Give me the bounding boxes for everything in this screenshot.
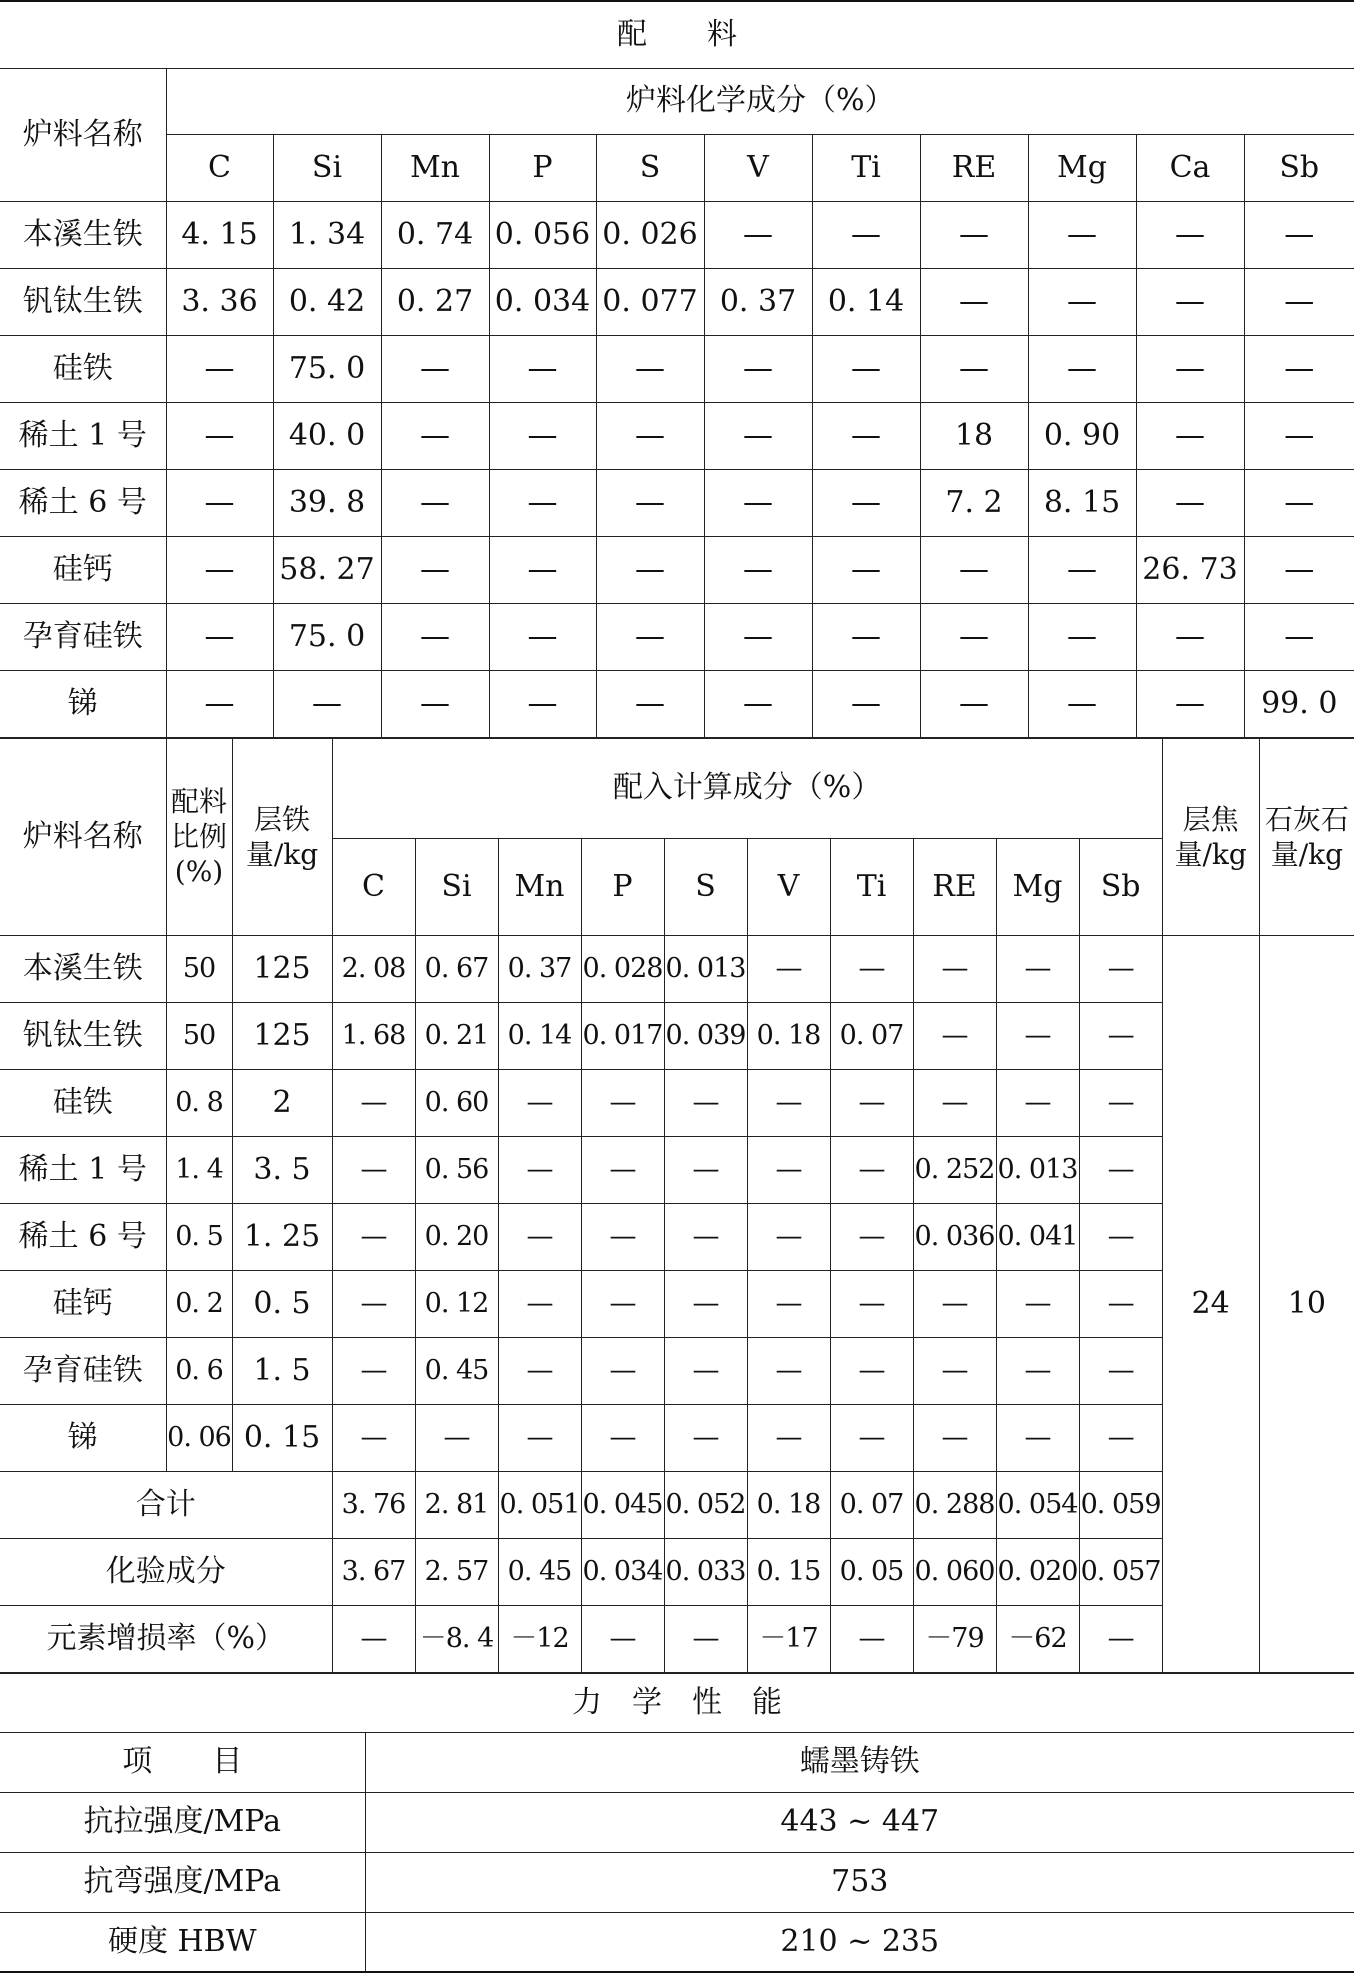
calc-value-cell: 0. 017 bbox=[581, 1002, 664, 1069]
table-row bbox=[0, 1270, 1354, 1337]
calc-value-cell: — bbox=[913, 1404, 996, 1471]
element-header: Sb bbox=[1244, 134, 1354, 201]
calc-value-cell: — bbox=[498, 1270, 581, 1337]
composition-value-cell: — bbox=[704, 335, 812, 402]
composition-value-cell: — bbox=[812, 402, 920, 469]
composition-value-cell: — bbox=[489, 603, 596, 670]
calc-value-cell: — bbox=[996, 1002, 1079, 1069]
ratio-cell: 50 bbox=[166, 935, 232, 1002]
composition-value-cell: — bbox=[1244, 335, 1354, 402]
charge-name-cell: 锑 bbox=[0, 670, 166, 737]
summary-value-cell: 0. 051 bbox=[498, 1471, 581, 1538]
calc-value-cell: 0. 20 bbox=[415, 1203, 498, 1270]
table-row bbox=[0, 536, 1354, 603]
summary-value-cell: 2. 81 bbox=[415, 1471, 498, 1538]
calc-value-cell: — bbox=[1079, 1203, 1162, 1270]
calc-value-cell: 0. 041 bbox=[996, 1203, 1079, 1270]
composition-value-cell: — bbox=[1136, 268, 1244, 335]
composition-value-cell: 39. 8 bbox=[273, 469, 381, 536]
batch-name-cell: 硅铁 bbox=[0, 1069, 166, 1136]
composition-value-cell: — bbox=[704, 201, 812, 268]
batch-name-cell: 稀土 6 号 bbox=[0, 1203, 166, 1270]
composition-value-cell: 40. 0 bbox=[273, 402, 381, 469]
calc-value-cell: 0. 013 bbox=[996, 1136, 1079, 1203]
coke-amount-cell: 24 bbox=[1162, 935, 1259, 1672]
summary-value-cell: 0. 020 bbox=[996, 1538, 1079, 1605]
element-header: Ti bbox=[812, 134, 920, 201]
calc-value-cell: — bbox=[1079, 1136, 1162, 1203]
iron-amount-cell: 0. 5 bbox=[232, 1270, 332, 1337]
composition-value-cell: — bbox=[1136, 469, 1244, 536]
element-header: RE bbox=[913, 838, 996, 935]
composition-value-cell: — bbox=[273, 670, 381, 737]
charge-name-cell: 硅铁 bbox=[0, 335, 166, 402]
calc-value-cell: 0. 67 bbox=[415, 935, 498, 1002]
calc-value-cell: — bbox=[581, 1136, 664, 1203]
calc-value-cell: — bbox=[913, 1069, 996, 1136]
summary-value-cell: 3. 76 bbox=[332, 1471, 415, 1538]
calc-value-cell: — bbox=[996, 1069, 1079, 1136]
calc-value-cell: — bbox=[664, 1069, 747, 1136]
calc-value-cell: 0. 14 bbox=[498, 1002, 581, 1069]
calc-value-cell: — bbox=[664, 1203, 747, 1270]
summary-value-cell: 0. 05 bbox=[830, 1538, 913, 1605]
calc-value-cell: — bbox=[996, 935, 1079, 1002]
calc-value-cell: 0. 028 bbox=[581, 935, 664, 1002]
composition-value-cell: 0. 056 bbox=[489, 201, 596, 268]
composition-value-cell: 0. 42 bbox=[273, 268, 381, 335]
ratio-cell: 1. 4 bbox=[166, 1136, 232, 1203]
calc-value-cell: — bbox=[1079, 935, 1162, 1002]
composition-value-cell: — bbox=[1136, 335, 1244, 402]
composition-value-cell: — bbox=[920, 201, 1028, 268]
composition-value-cell: — bbox=[381, 536, 489, 603]
calc-value-cell: — bbox=[830, 1069, 913, 1136]
calc-value-cell: — bbox=[498, 1337, 581, 1404]
composition-value-cell: 18 bbox=[920, 402, 1028, 469]
composition-value-cell: — bbox=[920, 536, 1028, 603]
table-row bbox=[0, 1203, 1354, 1270]
ratio-cell: 50 bbox=[166, 1002, 232, 1069]
element-header: S bbox=[664, 838, 747, 935]
summary-label-cell: 元素增损率（%） bbox=[0, 1605, 332, 1672]
calc-value-cell: — bbox=[830, 1136, 913, 1203]
summary-value-cell: 0. 18 bbox=[747, 1471, 830, 1538]
batch-name-cell: 硅钙 bbox=[0, 1270, 166, 1337]
calc-value-cell: 0. 56 bbox=[415, 1136, 498, 1203]
limestone-amount-header: 石灰石量/kg bbox=[1259, 738, 1354, 935]
iron-amount-cell: 1. 5 bbox=[232, 1337, 332, 1404]
summary-value-cell: 0. 060 bbox=[913, 1538, 996, 1605]
calc-value-cell: — bbox=[415, 1404, 498, 1471]
coke-amount-header: 层焦量/kg bbox=[1162, 738, 1259, 935]
summary-value-cell: －79 bbox=[913, 1605, 996, 1672]
calc-value-cell: — bbox=[664, 1270, 747, 1337]
summary-value-cell: －12 bbox=[498, 1605, 581, 1672]
composition-value-cell: 75. 0 bbox=[273, 335, 381, 402]
calc-value-cell: — bbox=[747, 1069, 830, 1136]
element-header: Si bbox=[273, 134, 381, 201]
calc-value-cell: — bbox=[1079, 1270, 1162, 1337]
calc-value-cell: — bbox=[996, 1270, 1079, 1337]
composition-value-cell: — bbox=[489, 469, 596, 536]
composition-value-cell: — bbox=[920, 335, 1028, 402]
table-row bbox=[0, 1792, 1354, 1852]
composition-value-cell: — bbox=[812, 536, 920, 603]
composition-value-cell: — bbox=[1244, 268, 1354, 335]
composition-value-cell: — bbox=[1028, 268, 1136, 335]
calc-value-cell: — bbox=[913, 1270, 996, 1337]
calc-value-cell: 1. 68 bbox=[332, 1002, 415, 1069]
calc-value-cell: 0. 60 bbox=[415, 1069, 498, 1136]
calc-value-cell: — bbox=[913, 935, 996, 1002]
element-header: Mg bbox=[1028, 134, 1136, 201]
element-header: Si bbox=[415, 838, 498, 935]
summary-value-cell: 0. 034 bbox=[581, 1538, 664, 1605]
summary-label-cell: 化验成分 bbox=[0, 1538, 332, 1605]
element-header: Ti bbox=[830, 838, 913, 935]
composition-value-cell: 3. 36 bbox=[166, 268, 273, 335]
composition-value-cell: — bbox=[812, 469, 920, 536]
composition-value-cell: 0. 37 bbox=[704, 268, 812, 335]
charge-name-cell: 硅钙 bbox=[0, 536, 166, 603]
composition-value-cell: — bbox=[1028, 603, 1136, 670]
calc-value-cell: — bbox=[830, 1270, 913, 1337]
property-name-cell: 抗弯强度/MPa bbox=[0, 1852, 365, 1912]
composition-value-cell: 75. 0 bbox=[273, 603, 381, 670]
calc-value-cell: — bbox=[332, 1136, 415, 1203]
calc-value-cell: — bbox=[996, 1404, 1079, 1471]
batch-name-cell: 稀土 1 号 bbox=[0, 1136, 166, 1203]
composition-value-cell: — bbox=[166, 402, 273, 469]
summary-value-cell: 2. 57 bbox=[415, 1538, 498, 1605]
calc-value-cell: 0. 18 bbox=[747, 1002, 830, 1069]
calc-value-cell: — bbox=[747, 1270, 830, 1337]
charge-name-cell: 本溪生铁 bbox=[0, 201, 166, 268]
composition-value-cell: — bbox=[166, 670, 273, 737]
summary-value-cell: 0. 15 bbox=[747, 1538, 830, 1605]
composition-value-cell: — bbox=[1244, 603, 1354, 670]
charge-composition-table bbox=[0, 0, 1354, 738]
element-header: C bbox=[332, 838, 415, 935]
batch-name-header: 炉料名称 bbox=[0, 738, 166, 935]
composition-value-cell: — bbox=[596, 335, 704, 402]
ratio-cell: 0. 2 bbox=[166, 1270, 232, 1337]
charge-name-header: 炉料名称 bbox=[0, 68, 166, 201]
composition-value-cell: — bbox=[1028, 536, 1136, 603]
table-row bbox=[0, 469, 1354, 536]
composition-value-cell: 8. 15 bbox=[1028, 469, 1136, 536]
composition-value-cell: — bbox=[1244, 201, 1354, 268]
calc-value-cell: — bbox=[581, 1203, 664, 1270]
composition-value-cell: — bbox=[489, 670, 596, 737]
composition-value-cell: — bbox=[1244, 536, 1354, 603]
calc-value-cell: 0. 21 bbox=[415, 1002, 498, 1069]
element-header: V bbox=[704, 134, 812, 201]
composition-value-cell: — bbox=[596, 402, 704, 469]
calc-value-cell: — bbox=[498, 1069, 581, 1136]
calc-value-cell: — bbox=[581, 1270, 664, 1337]
calc-value-cell: — bbox=[747, 1404, 830, 1471]
composition-value-cell: 0. 27 bbox=[381, 268, 489, 335]
table-row bbox=[0, 268, 1354, 335]
composition-value-cell: — bbox=[1028, 201, 1136, 268]
calc-value-cell: 0. 45 bbox=[415, 1337, 498, 1404]
composition-value-cell: — bbox=[489, 536, 596, 603]
composition-value-cell: — bbox=[1028, 335, 1136, 402]
iron-amount-cell: 3. 5 bbox=[232, 1136, 332, 1203]
composition-value-cell: — bbox=[920, 603, 1028, 670]
iron-amount-cell: 125 bbox=[232, 1002, 332, 1069]
table-row bbox=[0, 1912, 1354, 1972]
calc-value-cell: — bbox=[581, 1404, 664, 1471]
calc-value-cell: — bbox=[332, 1404, 415, 1471]
summary-value-cell: 0. 054 bbox=[996, 1471, 1079, 1538]
composition-value-cell: — bbox=[812, 201, 920, 268]
batch-calculation-table bbox=[0, 738, 1354, 1673]
composition-value-cell: — bbox=[812, 670, 920, 737]
summary-value-cell: 0. 052 bbox=[664, 1471, 747, 1538]
composition-value-cell: 4. 15 bbox=[166, 201, 273, 268]
calc-value-cell: — bbox=[664, 1404, 747, 1471]
calc-value-cell: — bbox=[830, 1404, 913, 1471]
composition-value-cell: — bbox=[596, 603, 704, 670]
table-row bbox=[0, 402, 1354, 469]
material-header: 蠕墨铸铁 bbox=[365, 1732, 1354, 1792]
charge-composition-group-header: 炉料化学成分（%） bbox=[166, 68, 1354, 134]
table-row bbox=[0, 1136, 1354, 1203]
summary-value-cell: — bbox=[830, 1605, 913, 1672]
composition-value-cell: — bbox=[381, 469, 489, 536]
ratio-cell: 0. 6 bbox=[166, 1337, 232, 1404]
composition-value-cell: — bbox=[704, 670, 812, 737]
composition-value-cell: 1. 34 bbox=[273, 201, 381, 268]
composition-value-cell: — bbox=[704, 536, 812, 603]
batch-name-cell: 钒钛生铁 bbox=[0, 1002, 166, 1069]
composition-value-cell: 0. 14 bbox=[812, 268, 920, 335]
table-row bbox=[0, 1852, 1354, 1912]
composition-value-cell: — bbox=[1136, 402, 1244, 469]
composition-value-cell: — bbox=[812, 603, 920, 670]
calc-value-cell: 0. 252 bbox=[913, 1136, 996, 1203]
composition-value-cell: 0. 90 bbox=[1028, 402, 1136, 469]
calc-value-cell: — bbox=[498, 1203, 581, 1270]
calc-value-cell: 2. 08 bbox=[332, 935, 415, 1002]
composition-value-cell: — bbox=[1028, 670, 1136, 737]
table-row bbox=[0, 1404, 1354, 1471]
composition-value-cell: — bbox=[166, 469, 273, 536]
charge-name-cell: 稀土 6 号 bbox=[0, 469, 166, 536]
ratio-cell: 0. 06 bbox=[166, 1404, 232, 1471]
charge-name-cell: 稀土 1 号 bbox=[0, 402, 166, 469]
composition-value-cell: 0. 034 bbox=[489, 268, 596, 335]
batch-name-cell: 本溪生铁 bbox=[0, 935, 166, 1002]
batching-title: 配 料 bbox=[0, 1, 1354, 68]
element-header: P bbox=[489, 134, 596, 201]
ratio-cell: 0. 5 bbox=[166, 1203, 232, 1270]
element-header: Sb bbox=[1079, 838, 1162, 935]
summary-value-cell: －17 bbox=[747, 1605, 830, 1672]
calc-value-cell: 0. 37 bbox=[498, 935, 581, 1002]
composition-value-cell: — bbox=[166, 335, 273, 402]
table-row bbox=[0, 1337, 1354, 1404]
composition-value-cell: — bbox=[489, 402, 596, 469]
summary-label-cell: 合计 bbox=[0, 1471, 332, 1538]
calc-value-cell: 0. 12 bbox=[415, 1270, 498, 1337]
calc-value-cell: — bbox=[747, 935, 830, 1002]
table-row bbox=[0, 201, 1354, 268]
composition-value-cell: — bbox=[596, 670, 704, 737]
composition-value-cell: 0. 026 bbox=[596, 201, 704, 268]
composition-value-cell: — bbox=[704, 603, 812, 670]
property-name-cell: 抗拉强度/MPa bbox=[0, 1792, 365, 1852]
summary-value-cell: －8. 4 bbox=[415, 1605, 498, 1672]
table-row bbox=[0, 335, 1354, 402]
batch-name-cell: 孕育硅铁 bbox=[0, 1337, 166, 1404]
composition-value-cell: — bbox=[1136, 201, 1244, 268]
element-header: S bbox=[596, 134, 704, 201]
summary-row bbox=[0, 1605, 1354, 1672]
composition-value-cell: — bbox=[166, 603, 273, 670]
composition-value-cell: — bbox=[1136, 670, 1244, 737]
summary-value-cell: 0. 057 bbox=[1079, 1538, 1162, 1605]
composition-value-cell: — bbox=[596, 536, 704, 603]
composition-value-cell: — bbox=[489, 335, 596, 402]
calc-value-cell: — bbox=[747, 1136, 830, 1203]
summary-value-cell: 0. 45 bbox=[498, 1538, 581, 1605]
table-row bbox=[0, 670, 1354, 737]
charge-name-cell: 钒钛生铁 bbox=[0, 268, 166, 335]
summary-value-cell: 0. 288 bbox=[913, 1471, 996, 1538]
composition-value-cell: — bbox=[1244, 469, 1354, 536]
calc-value-cell: — bbox=[664, 1337, 747, 1404]
summary-value-cell: －62 bbox=[996, 1605, 1079, 1672]
table-row bbox=[0, 603, 1354, 670]
composition-value-cell: — bbox=[920, 268, 1028, 335]
calc-value-cell: — bbox=[332, 1337, 415, 1404]
composition-value-cell: — bbox=[704, 402, 812, 469]
composition-value-cell: 0. 74 bbox=[381, 201, 489, 268]
calc-value-cell: — bbox=[1079, 1002, 1162, 1069]
element-header: Mg bbox=[996, 838, 1079, 935]
calc-value-cell: — bbox=[996, 1337, 1079, 1404]
calc-value-cell: — bbox=[830, 1337, 913, 1404]
calc-value-cell: 0. 013 bbox=[664, 935, 747, 1002]
summary-value-cell: 3. 67 bbox=[332, 1538, 415, 1605]
composition-value-cell: 99. 0 bbox=[1244, 670, 1354, 737]
iron-amount-cell: 1. 25 bbox=[232, 1203, 332, 1270]
calc-value-cell: — bbox=[1079, 1404, 1162, 1471]
calc-value-cell: — bbox=[332, 1270, 415, 1337]
summary-value-cell: — bbox=[332, 1605, 415, 1672]
mechanical-title: 力 学 性 能 bbox=[0, 1673, 1354, 1732]
calc-value-cell: — bbox=[830, 1203, 913, 1270]
ratio-cell: 0. 8 bbox=[166, 1069, 232, 1136]
calc-value-cell: — bbox=[1079, 1069, 1162, 1136]
element-header: Ca bbox=[1136, 134, 1244, 201]
property-value-cell: 443 ~ 447 bbox=[365, 1792, 1354, 1852]
composition-value-cell: — bbox=[381, 603, 489, 670]
calc-value-cell: — bbox=[747, 1337, 830, 1404]
summary-value-cell: 0. 07 bbox=[830, 1471, 913, 1538]
summary-value-cell: 0. 045 bbox=[581, 1471, 664, 1538]
calc-value-cell: — bbox=[498, 1404, 581, 1471]
property-value-cell: 210 ~ 235 bbox=[365, 1912, 1354, 1972]
item-header: 项 目 bbox=[0, 1732, 365, 1792]
summary-value-cell: — bbox=[664, 1605, 747, 1672]
iron-amount-cell: 2 bbox=[232, 1069, 332, 1136]
calc-value-cell: — bbox=[1079, 1337, 1162, 1404]
calc-value-cell: — bbox=[664, 1136, 747, 1203]
calc-value-cell: — bbox=[830, 935, 913, 1002]
calc-value-cell: 0. 036 bbox=[913, 1203, 996, 1270]
calc-value-cell: — bbox=[581, 1337, 664, 1404]
composition-value-cell: — bbox=[812, 335, 920, 402]
charge-name-cell: 孕育硅铁 bbox=[0, 603, 166, 670]
calc-value-cell: — bbox=[332, 1203, 415, 1270]
composition-value-cell: 58. 27 bbox=[273, 536, 381, 603]
calc-value-cell: — bbox=[332, 1069, 415, 1136]
element-header: Mn bbox=[498, 838, 581, 935]
composition-value-cell: — bbox=[704, 469, 812, 536]
composition-value-cell: — bbox=[1244, 402, 1354, 469]
table-row bbox=[0, 1002, 1354, 1069]
batch-composition-group-header: 配入计算成分（%） bbox=[332, 738, 1162, 838]
summary-value-cell: — bbox=[1079, 1605, 1162, 1672]
composition-value-cell: — bbox=[381, 670, 489, 737]
property-value-cell: 753 bbox=[365, 1852, 1354, 1912]
composition-value-cell: 0. 077 bbox=[596, 268, 704, 335]
element-header: P bbox=[581, 838, 664, 935]
summary-row bbox=[0, 1538, 1354, 1605]
element-header: V bbox=[747, 838, 830, 935]
mechanical-properties-table bbox=[0, 1673, 1354, 1973]
calc-value-cell: — bbox=[913, 1337, 996, 1404]
calc-value-cell: — bbox=[498, 1136, 581, 1203]
composition-value-cell: — bbox=[596, 469, 704, 536]
element-header: RE bbox=[920, 134, 1028, 201]
calc-value-cell: — bbox=[913, 1002, 996, 1069]
ratio-header: 配料比例(%) bbox=[166, 738, 232, 935]
composition-value-cell: — bbox=[920, 670, 1028, 737]
calc-value-cell: — bbox=[581, 1069, 664, 1136]
iron-amount-cell: 0. 15 bbox=[232, 1404, 332, 1471]
property-name-cell: 硬度 HBW bbox=[0, 1912, 365, 1972]
calc-value-cell: — bbox=[747, 1203, 830, 1270]
limestone-amount-cell: 10 bbox=[1259, 935, 1354, 1672]
summary-value-cell: 0. 059 bbox=[1079, 1471, 1162, 1538]
composition-value-cell: — bbox=[166, 536, 273, 603]
summary-value-cell: — bbox=[581, 1605, 664, 1672]
calc-value-cell: 0. 039 bbox=[664, 1002, 747, 1069]
table-row bbox=[0, 935, 1354, 1002]
table-row bbox=[0, 1069, 1354, 1136]
element-header: C bbox=[166, 134, 273, 201]
composition-value-cell: 26. 73 bbox=[1136, 536, 1244, 603]
summary-value-cell: 0. 033 bbox=[664, 1538, 747, 1605]
batch-name-cell: 锑 bbox=[0, 1404, 166, 1471]
composition-value-cell: — bbox=[381, 402, 489, 469]
composition-value-cell: 7. 2 bbox=[920, 469, 1028, 536]
element-header: Mn bbox=[381, 134, 489, 201]
calc-value-cell: 0. 07 bbox=[830, 1002, 913, 1069]
composition-value-cell: — bbox=[1136, 603, 1244, 670]
iron-amount-cell: 125 bbox=[232, 935, 332, 1002]
summary-row bbox=[0, 1471, 1354, 1538]
composition-value-cell: — bbox=[381, 335, 489, 402]
iron-amount-header: 层铁量/kg bbox=[232, 738, 332, 935]
